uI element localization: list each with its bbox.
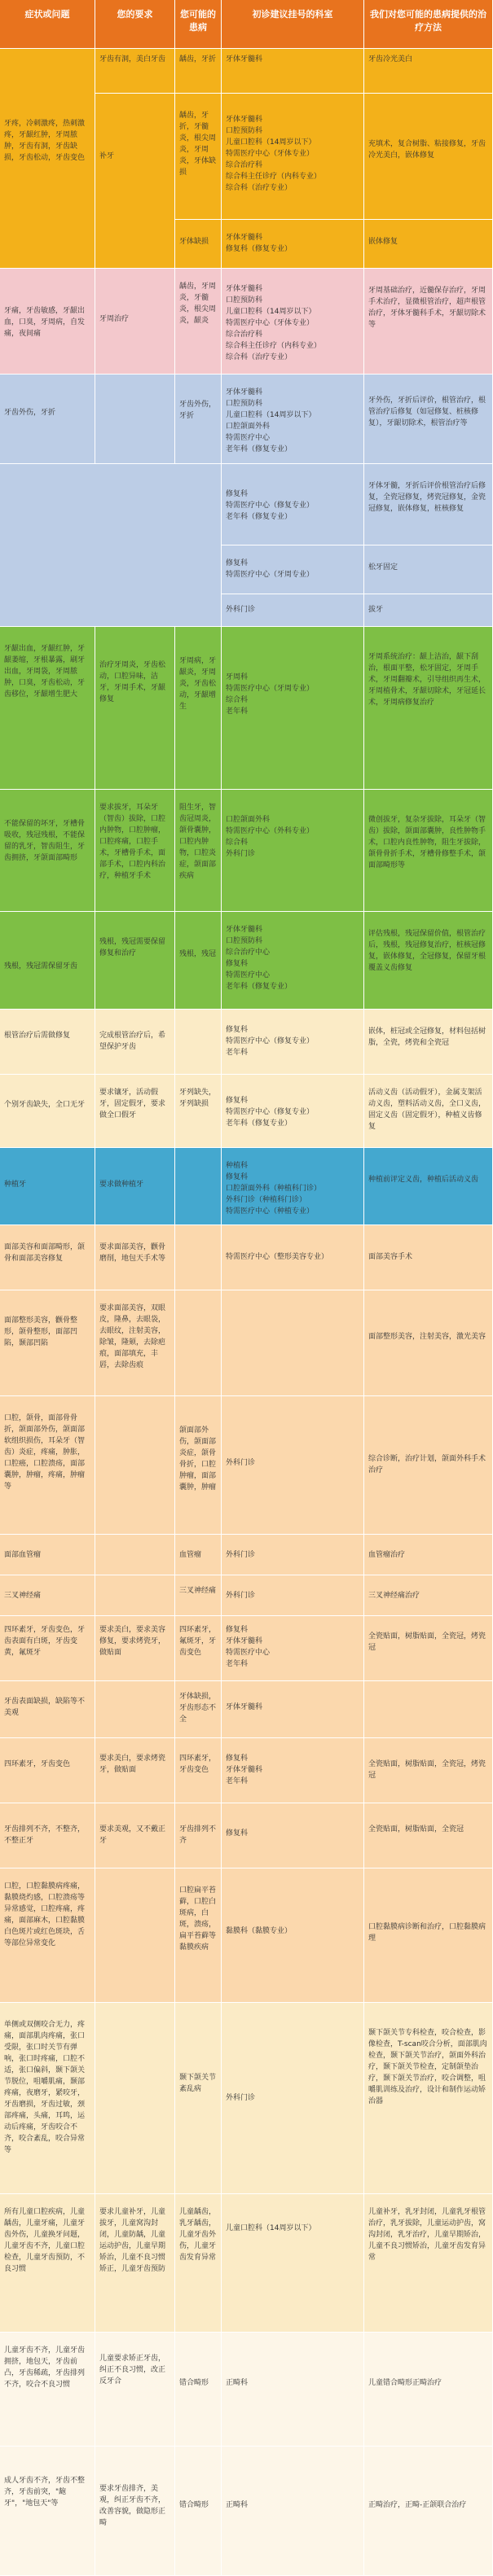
symptom-cell: 单侧或双侧咬合无力，疼痛，面部肌肉疼痛，张口受限，张口时关节有弹响，张口时疼痛，口腔不适，张口偏斜，颞下颌关节脱位，咀嚼肌痛，颞部疼痛，夜磨牙，紧咬牙，牙齿磨损，牙齿过敏，颈部疼痛，头痛，耳鸣，运动后疼痛，牙齿咬合不齐，咬合紊乱，咬合异常等 xyxy=(0,2003,95,2194)
blank-cell xyxy=(175,1290,222,1396)
department-cell: 修复科 xyxy=(222,1803,364,1868)
treatment-cell: 嵌体修复 xyxy=(364,220,493,269)
department-cell: 口腔颌面外科 特需医疗中心（外科专业） 综合科 外科门诊 xyxy=(222,790,364,912)
requirement-cell: 要求面部美容，双眼皮，隆鼻，去眼袋，去眼纹，注射美容，除皱，隆颏，去除疤痕，面部填充，丰唇，去除齿痕 xyxy=(95,1290,175,1396)
requirement-cell: 要求拔牙，耳朵牙（智齿）拔除，口腔内肿物，口腔肿瘤，口腔疼痛，口腔手术，牙槽骨手术，面部手术，口腔内科治疗，种植牙手术 xyxy=(95,790,175,912)
disease-cell: 颌面部外伤，颌面部炎症，颌骨骨折，口腔肿瘤，面部囊肿，肿瘤 xyxy=(175,1396,222,1535)
symptom-cell: 面部美容和面部畸形，颌骨和面部美容修复 xyxy=(0,1225,95,1290)
treatment-cell: 全瓷贴面，树脂贴面，全瓷冠，烤瓷冠 xyxy=(364,1738,493,1803)
treatment-cell: 正畸治疗，正畸-正颌联合治疗 xyxy=(364,2447,493,2576)
requirement-cell: 要求美观，又不戴正牙 xyxy=(95,1803,175,1868)
treatment-cell: 颞下颌关节专科检查，咬合检查，影像检查，T-scan咬合分析，面部肌肉检查，颞下颌关节治疗，颌面外科治疗，颞下颌关节检查，定制颌垫治疗，颞下颌关节治疗，咬合调整，咀嚼肌训练及治疗，设计和制作运动矫治器 xyxy=(364,2003,493,2194)
blank-cell xyxy=(95,1575,175,1616)
symptom-cell: 口腔，口腔黏膜病疼痛，黏膜烧灼感，口腔溃疡等异常感觉，口腔疼痛，疼痛，面部麻木，口腔黏膜白色斑片或红色斑块，舌等部位异常变化 xyxy=(0,1868,95,2003)
department-cell: 修复科 牙体牙髓科 特需医疗中心 老年科 xyxy=(222,1616,364,1681)
treatment-cell: 三叉神经痛治疗 xyxy=(364,1575,493,1616)
symptom-cell: 牙痛，牙齿敏感，牙龈出血，口臭，牙周病，自发痛，夜间痛 xyxy=(0,269,95,375)
requirement-cell: 牙周治疗 xyxy=(95,269,175,375)
blank-cell xyxy=(95,375,175,464)
disease-cell: 颞下颌关节紊乱病 xyxy=(175,2003,222,2194)
header-symptom: 症状或问题 xyxy=(0,0,95,49)
disease-cell: 牙体缺损，牙齿形态不全 xyxy=(175,1681,222,1738)
symptom-cell: 成人牙齿不齐，牙齿不整齐，牙齿前突，"龅牙"，"地包天"等 xyxy=(0,2447,95,2576)
treatment-cell: 松牙固定 xyxy=(364,545,493,594)
blank-cell xyxy=(95,1396,175,1535)
department-cell: 牙体牙髓科 xyxy=(222,1681,364,1738)
symptom-cell: 面部整形美容，颧骨整形，颌骨整形，面部凹陷，颞部凹陷 xyxy=(0,1290,95,1396)
department-cell: 外科门诊 xyxy=(222,1575,364,1616)
treatment-cell xyxy=(364,1681,493,1738)
disease-cell: 龋齿，牙折，牙髓炎，根尖周炎，牙周炎，牙体缺损 xyxy=(175,94,222,220)
header-requirement: 您的要求 xyxy=(95,0,175,49)
treatment-cell: 嵌体，桩冠或全冠修复，材料包括树脂，全瓷，烤瓷和全瓷冠 xyxy=(364,1010,493,1075)
requirement-cell: 治疗牙周炎，牙齿松动，口腔异味，洁牙，牙周手术，牙龈修复 xyxy=(95,627,175,790)
department-cell: 修复科 特需医疗中心（修复专业） 老年科（修复专业） xyxy=(222,464,364,545)
department-cell: 牙体牙髓科 xyxy=(222,49,364,94)
treatment-cell: 全瓷贴面，树脂贴面，全瓷冠 xyxy=(364,1803,493,1868)
treatment-cell: 口腔黏膜病诊断和治疗，口腔黏膜病理 xyxy=(364,1868,493,2003)
department-cell: 牙体牙髓科 口腔预防科 儿童口腔科（14周岁以下） 口腔颌面外科 特需医疗中心 老年科（修复专业） xyxy=(222,375,364,464)
requirement-cell: 儿童要求矫正牙齿，纠正不良习惯，改正反牙合 xyxy=(95,2333,175,2447)
blank-cell xyxy=(222,1290,364,1396)
disease-cell: 龋齿，牙周炎，牙髓炎，根尖周炎，龈炎 xyxy=(175,269,222,375)
department-cell: 正畸科 xyxy=(222,2447,364,2576)
symptom-cell: 牙疼，冷刺激疼，热刺激疼，牙龈红肿，牙周脓肿，牙齿有洞，牙齿缺损，牙齿松动，牙齿变色 xyxy=(0,49,95,269)
symptom-cell: 三叉神经痛 xyxy=(0,1575,95,1616)
treatment-cell: 儿童错合畸形正畸治疗 xyxy=(364,2333,493,2447)
header-department: 初诊建议挂号的科室 xyxy=(222,0,364,49)
disease-cell: 残根，残冠 xyxy=(175,912,222,1010)
department-cell: 外科门诊 xyxy=(222,594,364,627)
department-cell: 特需医疗中心（整形美容专业） xyxy=(222,1225,364,1290)
symptom-cell: 口腔，颌骨，面部骨骨折，颌面部外伤，颌面部软组织损伤，耳朵牙（智齿）炎症，疼痛，肿胀，口腔癌，口腔溃疡，面部囊肿，肿瘤，疼痛，肿瘤等 xyxy=(0,1396,95,1535)
department-cell: 外科门诊 xyxy=(222,1535,364,1575)
symptom-cell: 面部血管瘤 xyxy=(0,1535,95,1575)
treatment-cell: 种植前评定义齿，种植后活动义齿 xyxy=(364,1148,493,1225)
disease-cell: 四环素牙，牙齿变色 xyxy=(175,1738,222,1803)
blank-cell xyxy=(175,1148,222,1225)
treatment-cell: 牙周系统治疗：龈上洁治，龈下刮治，根面平整，松牙固定，牙周手术，牙周翻瓣术，引导组织再生术，牙周植骨术，牙龈切除术，牙冠延长术，牙周病修复治疗 xyxy=(364,627,493,790)
requirement-cell: 要求牙齿排齐，美观，纠正牙齿不齐，改善容貌，做隐形正畸 xyxy=(95,2447,175,2576)
blank-cell xyxy=(95,1535,175,1575)
treatment-cell: 牙齿冷光美白 xyxy=(364,49,493,94)
blank-cell xyxy=(95,1868,175,2003)
blank-cell xyxy=(0,464,222,627)
disease-cell: 错合畸形 xyxy=(175,2333,222,2447)
treatment-cell: 牙体牙髓，牙折后评价根管治疗后修复，全瓷冠修复，烤瓷冠修复，金瓷冠修复，嵌体修复，桩核修复 xyxy=(364,464,493,545)
department-cell: 牙体牙髓科 修复科（修复专业） xyxy=(222,220,364,269)
treatment-cell: 儿童补牙，乳牙封闭，儿童乳牙根管治疗，乳牙拔除，儿童运动护齿，窝沟封闭，乳牙治疗，儿童早期矫治，儿童不良习惯矫治，儿童牙齿发育异常 xyxy=(364,2194,493,2333)
disease-cell: 牙周病，牙龈炎，牙周炎，牙齿松动，牙龈增生 xyxy=(175,627,222,790)
requirement-cell: 完成根管治疗后，希望保护牙齿 xyxy=(95,1010,175,1075)
symptom-cell: 牙齿排列不齐，不整齐，不整正牙 xyxy=(0,1803,95,1868)
symptom-cell: 四环素牙，牙齿变色，牙齿表面有白斑，牙齿变黄，氟斑牙 xyxy=(0,1616,95,1681)
requirement-cell: 要求做种植牙 xyxy=(95,1148,175,1225)
header-disease: 您可能的患病 xyxy=(175,0,222,49)
symptom-cell: 不能保留的坏牙，牙槽骨吸收，残冠残根，不能保留的乳牙，智齿阻生，牙齿拥挤，牙颌面部畸形 xyxy=(0,790,95,912)
disease-cell: 牙体缺损 xyxy=(175,220,222,269)
requirement-cell: 要求镶牙，活动假牙，固定假牙，要求做全口假牙 xyxy=(95,1075,175,1148)
symptom-cell: 儿童牙齿不齐，儿童牙齿拥挤，地包天，牙齿前凸，牙齿稀疏，牙齿排列不齐，咬合不良习惯 xyxy=(0,2333,95,2447)
blank-cell xyxy=(175,1010,222,1075)
treatment-cell: 评估残根，残冠保留价值，根管治疗后，残根，残冠修复治疗，桩核冠修复，嵌体修复，全冠修复，保留牙根覆盖义齿修复 xyxy=(364,912,493,1010)
department-cell: 修复科 特需医疗中心（牙周专业） xyxy=(222,545,364,594)
disease-cell: 四环素牙，氟斑牙，牙齿变色 xyxy=(175,1616,222,1681)
treatment-cell: 牙外伤，牙折后评价，根管治疗，根管治疗后修复（如冠修复、桩核修复），牙龈切除术，根管治疗等 xyxy=(364,375,493,464)
disease-cell: 龋齿，牙折 xyxy=(175,49,222,94)
blank-cell xyxy=(175,1225,222,1290)
disease-cell: 三叉神经痛 xyxy=(175,1575,222,1616)
requirement-cell: 牙齿有洞，美白牙齿 xyxy=(95,49,175,94)
requirement-cell: 残根，残冠需要保留修复和治疗 xyxy=(95,912,175,1010)
symptom-cell: 四环素牙，牙齿变色 xyxy=(0,1738,95,1803)
header-treatment: 我们对您可能的患病提供的治疗方法 xyxy=(364,0,493,49)
treatment-cell: 面部整形美容，注射美容，激光美容 xyxy=(364,1290,493,1396)
requirement-cell: 要求美白，要求美容修复，要求烤瓷牙，做贴面 xyxy=(95,1616,175,1681)
requirement-cell: 要求面部美容，颧骨磨削，地包天手术等 xyxy=(95,1225,175,1290)
treatment-cell: 活动义齿（活动假牙），金属支架活动义齿，塑料活动义齿，全口义齿，固定义齿（固定假牙），种植义齿修复 xyxy=(364,1075,493,1148)
disease-cell: 阻生牙，智齿冠周炎，颌骨囊肿，口腔内肿物，口腔炎症，颌面部疾病 xyxy=(175,790,222,912)
symptom-cell: 残根，残冠需保留牙齿 xyxy=(0,912,95,1010)
symptom-cell: 牙齿表面缺损，缺陷等不美观 xyxy=(0,1681,95,1738)
requirement-cell: 要求儿童补牙，儿童拔牙，儿童窝沟封闭，儿童防龋，儿童运动护齿，儿童早期矫治，儿童不良习惯矫正，儿童牙齿预防 xyxy=(95,2194,175,2333)
department-cell: 儿童口腔科（14周岁以下） xyxy=(222,2194,364,2333)
disease-cell: 错合畸形 xyxy=(175,2447,222,2576)
symptom-cell: 种植牙 xyxy=(0,1148,95,1225)
department-cell: 修复科 特需医疗中心（修复专业） 老年科（修复专业） xyxy=(222,1075,364,1148)
department-cell: 外科门诊 xyxy=(222,2003,364,2194)
symptom-cell: 牙龈出血，牙龈红肿，牙龈萎缩，牙根暴露，刷牙出血，牙周袋，牙周脓肿，口臭，牙齿松动，牙齿移位，牙龈增生肥大 xyxy=(0,627,95,790)
symptom-cell: 牙齿外伤，牙折 xyxy=(0,375,95,464)
blank-cell xyxy=(95,2003,175,2194)
treatment-cell: 充填术，复合树脂、粘接修复，牙齿冷光美白，嵌体修复 xyxy=(364,94,493,220)
disease-cell: 儿童龋齿，乳牙龋齿，儿童牙齿外伤，儿童牙齿发育异常 xyxy=(175,2194,222,2333)
disease-cell: 牙列缺失，牙列缺损 xyxy=(175,1075,222,1148)
blank-cell xyxy=(95,1681,175,1738)
department-cell: 修复科 特需医疗中心（修复专业） 老年科 xyxy=(222,1010,364,1075)
treatment-cell: 拔牙 xyxy=(364,594,493,627)
treatment-cell: 面部美容手术 xyxy=(364,1225,493,1290)
symptom-cell: 个别牙齿缺失，全口无牙 xyxy=(0,1075,95,1148)
department-cell: 黏膜科（黏膜专业） xyxy=(222,1868,364,2003)
treatment-cell: 微创拔牙，复杂牙拔除，耳朵牙（智齿）拔除，颌面部囊肿，良性肿物手术，口腔内良性肿物，阻生牙拔除，颌骨骨折手术，牙槽骨修整手术，颌面部畸形等 xyxy=(364,790,493,912)
department-cell: 种植科 修复科 口腔颌面外科（种植科门诊） 外科门诊（种植科门诊） 特需医疗中心（种植专业） xyxy=(222,1148,364,1225)
symptom-cell: 所有儿童口腔疾病，儿童龋齿，儿童牙痛，儿童牙齿外伤，儿童换牙问题，儿童牙齿不齐，儿童口腔检查，儿童牙齿预防，不良习惯 xyxy=(0,2194,95,2333)
requirement-cell: 要求美白，要求烤瓷牙，做贴面 xyxy=(95,1738,175,1803)
department-cell: 外科门诊 xyxy=(222,1396,364,1535)
treatment-cell: 综合诊断，治疗计划，颌面外科手术治疗 xyxy=(364,1396,493,1535)
department-cell: 牙周科 特需医疗中心（牙周专业） 综合科 老年科 xyxy=(222,627,364,790)
disease-cell: 牙齿外伤，牙折 xyxy=(175,375,222,464)
symptom-cell: 根管治疗后需做修复 xyxy=(0,1010,95,1075)
disease-cell: 血管瘤 xyxy=(175,1535,222,1575)
department-cell: 牙体牙髓科 口腔预防科 儿童口腔科（14周岁以下） 特需医疗中心（牙体专业） 综合治疗科 综合科主任诊疗（内科专业） 综合科（治疗专业） xyxy=(222,94,364,220)
department-cell: 牙体牙髓科 口腔预防科 儿童口腔科（14周岁以下） 特需医疗中心（牙体专业） 综合治疗科 综合科主任诊疗（内科专业） 综合科（治疗专业） xyxy=(222,269,364,375)
disease-cell: 口腔扁平苔藓，口腔白斑病，白斑，溃疡，扁平苔藓等黏膜疾病 xyxy=(175,1868,222,2003)
treatment-cell: 全瓷贴面，树脂贴面，全瓷冠，烤瓷冠 xyxy=(364,1616,493,1681)
treatment-cell: 牙周基础治疗，近髓保存治疗，牙周手术治疗，显微根管治疗，超声根管治疗，牙体牙髓科手术，牙龈切除术等 xyxy=(364,269,493,375)
department-cell: 正畸科 xyxy=(222,2333,364,2447)
disease-cell: 牙齿排列不齐 xyxy=(175,1803,222,1868)
department-cell: 修复科 牙体牙髓科 老年科 xyxy=(222,1738,364,1803)
requirement-cell: 补牙 xyxy=(95,94,175,269)
department-cell: 牙体牙髓科 口腔预防科 综合治疗中心 修复科 特需医疗中心 老年科（修复专业） xyxy=(222,912,364,1010)
treatment-cell: 血管瘤治疗 xyxy=(364,1535,493,1575)
